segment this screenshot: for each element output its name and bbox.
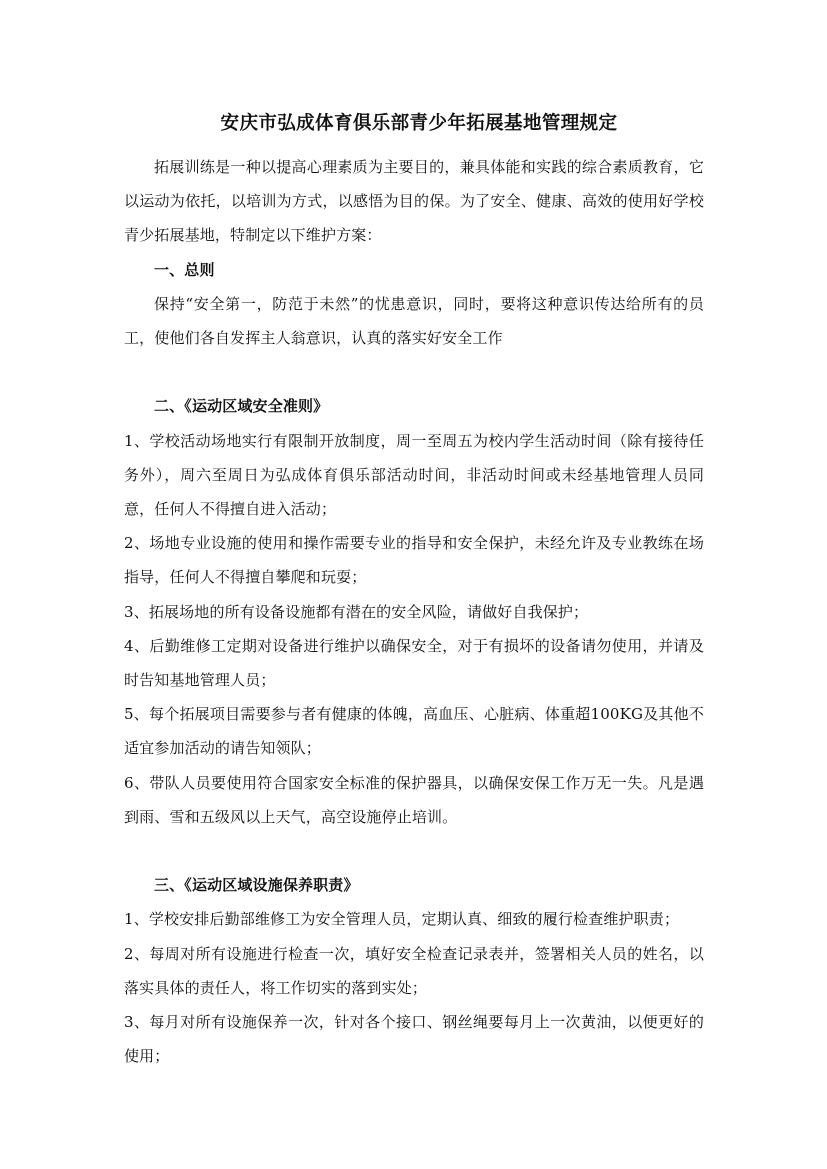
document-body [124,98,704,1073]
blank-line [124,355,704,389]
section-2-item-5: 5、每个拓展项目需要参与者有健康的体魄，高血压、心脏病、体重超100KG及其他不适宜参加活动的请告知领队； [124,705,704,758]
section-1-paragraph: 保持“安全第一，防范于未然”的忧患意识，同时，要将这种意识传达给所有的员工，使他们各自发挥主人翁意识，认真的落实好安全工作 [124,294,704,348]
document-title: 安庆市弘成体育俱乐部青少年拓展基地管理规定 [220,113,618,134]
section-3-item-2: 2、每周对所有设施进行检查一次，填好安全检查记录表并，签署相关人员的姓名，以落实具体的责任人，将工作切实的落到实处； [124,944,704,997]
section-3-heading: 三、《运动区域设施保养职责》 [154,876,359,895]
blank-line [124,834,704,868]
intro-paragraph: 拓展训练是一种以提高心理素质为主要目的，兼具体能和实践的综合素质教育，它以运动为依托，以培训为方式，以感悟为目的保。为了安全、健康、高效的使用好学校青少拓展基地，特制定以下维护方案： [124,158,704,245]
section-2-heading: 二、《运动区域安全准则》 [154,397,329,416]
section-2-item-4: 4、后勤维修工定期对设备进行维护以确保安全，对于有损坏的设备请勿使用，并请及时告知基地管理人员； [124,636,704,690]
section-3-item-1: 1、学校安排后勤部维修工为安全管理人员，定期认真、细致的履行检查维护职责； [124,910,680,929]
section-2-item-1: 1、学校活动场地实行有限制开放制度，周一至周五为校内学生活动时间（除有接待任务外），周六至周日为弘成体育俱乐部活动时间，非活动时间或未经基地管理人员同意，任何人不得擅自进入活动； [124,431,704,519]
section-1-heading: 一、总则 [154,260,215,279]
section-2-item-2: 2、场地专业设施的使用和操作需要专业的指导和安全保护，未经允许及专业教练在场指导，任何人不得擅自攀爬和玩耍； [124,534,704,587]
section-2-item-3: 3、拓展场地的所有设备设施都有潜在的安全风险，请做好自我保护； [124,602,589,621]
section-2-item-6: 6、带队人员要使用符合国家安全标准的保护器具，以确保安保工作万无一失。凡是遇到雨、雪和五级风以上天气，高空设施停止培训。 [124,773,704,826]
section-3-item-3: 3、每月对所有设施保养一次，针对各个接口、钢丝绳要每月上一次黄油，以便更好的使用； [124,1013,704,1066]
